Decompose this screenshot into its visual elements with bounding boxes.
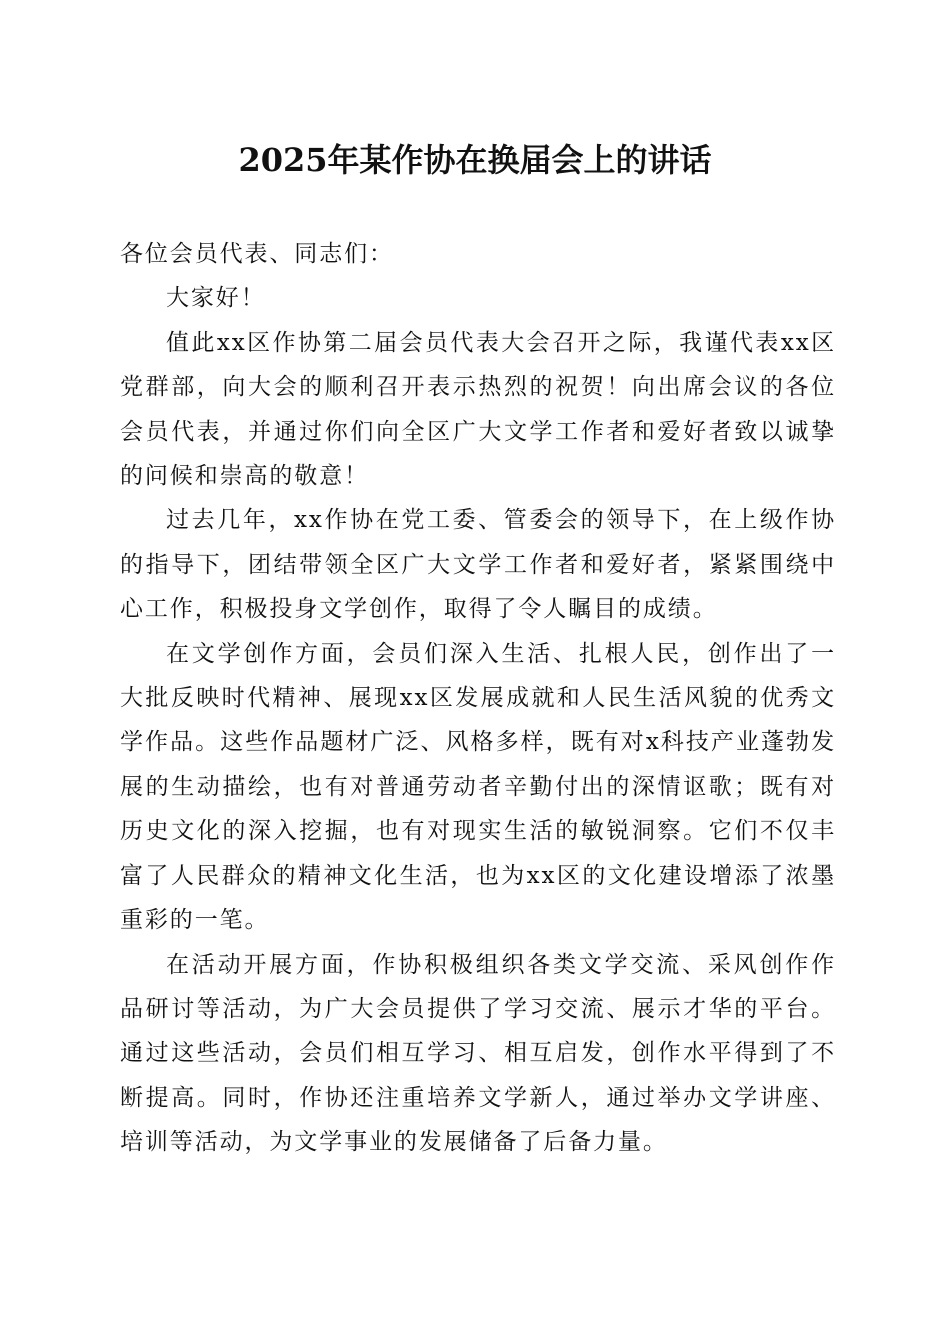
document-title: 2025年某作协在换届会上的讲话 xyxy=(238,141,712,179)
document-body xyxy=(120,232,836,1165)
paragraph-activities: 在活动开展方面，作协积极组织各类文学交流、采风创作作品研讨等活动，为广大会员提供了学习交流、展示才华的平台。通过这些活动，会员们相互学习、相互启发，创作水平得到了不断提高。同时，作协还注重培养文学新人，通过举办文学讲座、培训等活动，为文学事业的发展储备了后备力量。 xyxy=(120,951,836,1156)
paragraph-greeting: 大家好！ xyxy=(166,285,266,312)
paragraph-past-years: 过去几年，xx作协在党工委、管委会的领导下，在上级作协的指导下，团结带领全区广大文学工作者和爱好者，紧紧围绕中心工作，积极投身文学创作，取得了令人瞩目的成绩。 xyxy=(120,507,836,623)
salutation: 各位会员代表、同志们： xyxy=(120,241,394,267)
paragraph-literary-creation: 在文学创作方面，会员们深入生活、扎根人民，创作出了一大批反映时代精神、展现xx区发展成就和人民生活风貌的优秀文学作品。这些作品题材广泛、风格多样，既有对x科技产业蓬勃发展的生动描绘，也有对普通劳动者辛勤付出的深情讴歌；既有对历史文化的深入挖掘，也有对现实生活的敏锐洞察。它们不仅丰富了人民群众的精神文化生活，也为xx区的文化建设增添了浓墨重彩的一笔。 xyxy=(120,640,836,934)
paragraph-congratulations: 值此xx区作协第二届会员代表大会召开之际，我谨代表xx区党群部，向大会的顺利召开表示热烈的祝贺！向出席会议的各位会员代表，并通过你们向全区广大文学工作者和爱好者致以诚挚的问候和崇高的敬意！ xyxy=(120,329,836,490)
